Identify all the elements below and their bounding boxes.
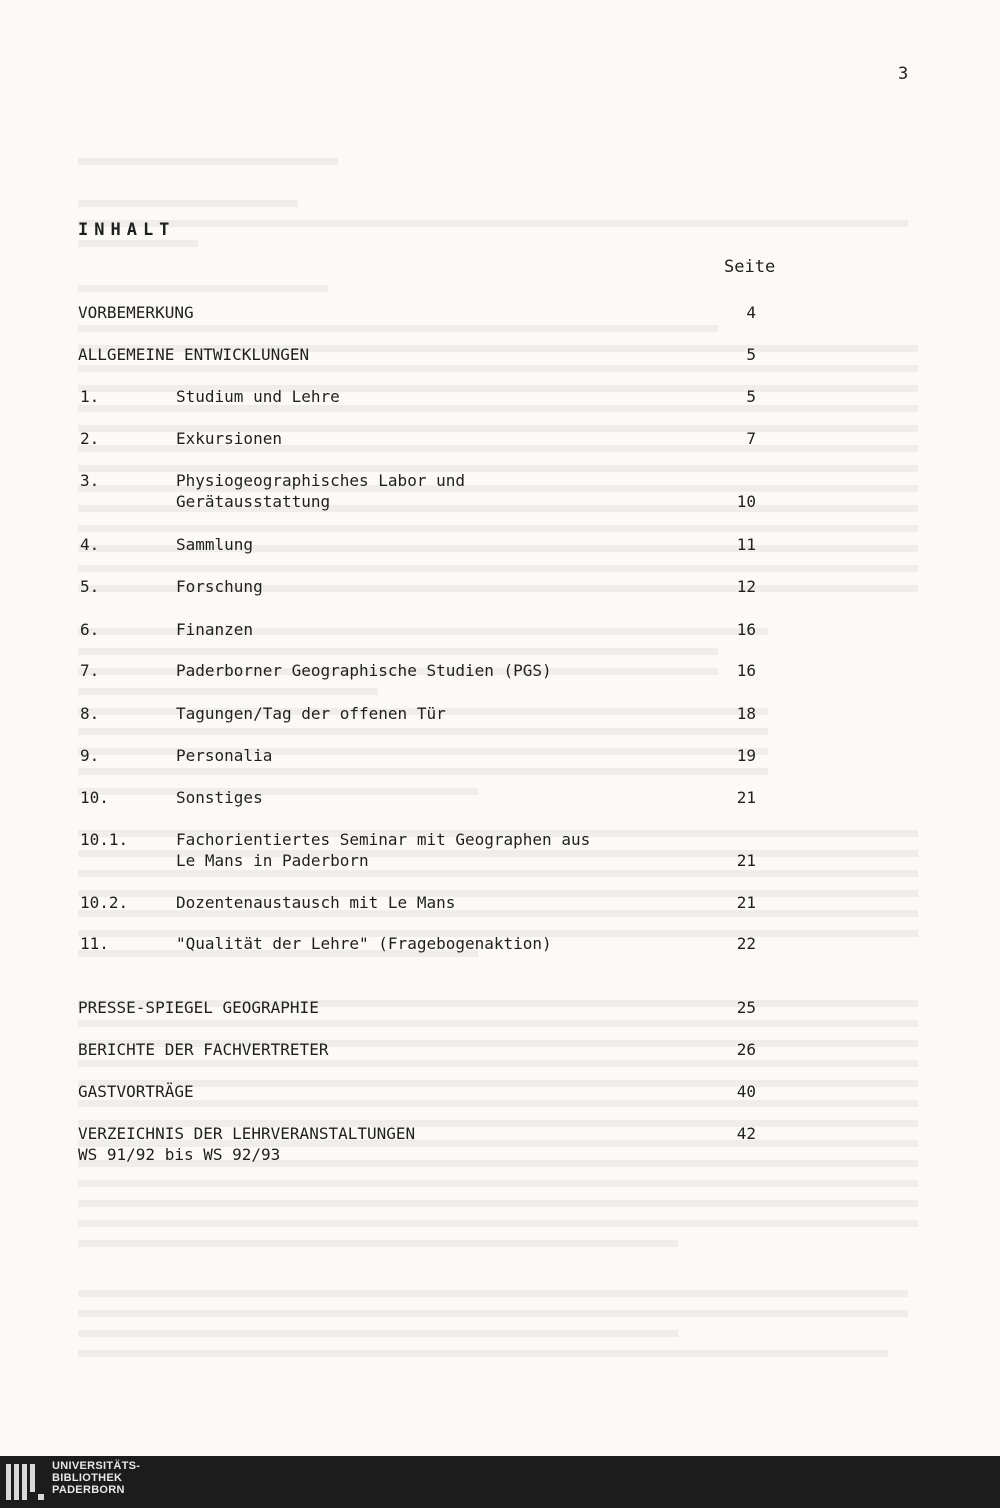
toc-entry-page: 19 [736, 746, 756, 765]
toc-entry-number: 5. [80, 577, 100, 596]
toc-entry-title: VORBEMERKUNG [78, 303, 194, 322]
toc-entry-title-line2: Gerätausstattung [176, 492, 331, 511]
toc-entry-title: PRESSE-SPIEGEL GEOGRAPHIE [78, 998, 319, 1017]
toc-entry-page: 18 [736, 704, 756, 723]
toc-entry-title: Sonstiges [176, 788, 263, 807]
toc-entry-title-line2: Le Mans in Paderborn [176, 851, 369, 870]
toc-entry-title: Dozentenaustausch mit Le Mans [176, 893, 456, 912]
page-column-label: Seite [724, 257, 776, 277]
toc-entry-page: 7 [746, 429, 756, 448]
toc-entry-number: 11. [80, 934, 109, 953]
toc-entry-page: 21 [736, 788, 756, 807]
toc-entry-title: Finanzen [176, 620, 254, 639]
toc-entry-page: 40 [736, 1082, 756, 1101]
toc-entry-title: ALLGEMEINE ENTWICKLUNGEN [78, 345, 310, 364]
toc-entry-page: 12 [736, 577, 756, 596]
toc-entry-number: 7. [80, 661, 100, 680]
toc-entry-number: 10.1. [80, 830, 129, 849]
toc-entry-page: 16 [736, 661, 756, 680]
toc-entry-title: Sammlung [176, 535, 254, 554]
toc-entry-page: 11 [736, 535, 756, 554]
toc-entry-number: 8. [80, 704, 100, 723]
toc-entry-title: VERZEICHNIS DER LEHRVERANSTALTUNGEN [78, 1124, 416, 1143]
toc-entry-page: 16 [736, 620, 756, 639]
toc-entry-number: 4. [80, 535, 100, 554]
library-name-line1: UNIVERSITÄTS- [52, 1460, 141, 1472]
toc-entry-page: 21 [736, 893, 756, 912]
toc-entry-page: 26 [736, 1040, 756, 1059]
library-name-line2: BIBLIOTHEK [52, 1472, 123, 1484]
toc-entry-page: 4 [746, 303, 756, 322]
toc-entry-number: 9. [80, 746, 100, 765]
library-name-line3: PADERBORN [52, 1484, 125, 1496]
toc-entry-page: 22 [736, 934, 756, 953]
toc-entry-page: 5 [746, 387, 756, 406]
toc-entry-title: Physiogeographisches Labor und [176, 471, 465, 490]
contents-heading: INHALT [78, 220, 176, 240]
page-number: 3 [898, 64, 909, 84]
toc-entry-title: "Qualität der Lehre" (Fragebogenaktion) [176, 934, 552, 953]
toc-entry-title: Exkursionen [176, 429, 282, 448]
toc-entry-title: Tagungen/Tag der offenen Tür [176, 704, 446, 723]
toc-entry-title: Forschung [176, 577, 263, 596]
toc-entry-page: 42 [736, 1124, 756, 1143]
toc-entry-title: BERICHTE DER FACHVERTRETER [78, 1040, 329, 1059]
university-library-logo-icon [6, 1464, 48, 1500]
toc-entry-title-line2: WS 91/92 bis WS 92/93 [78, 1145, 281, 1164]
toc-entry-title: Fachorientiertes Seminar mit Geographen aus [176, 830, 591, 849]
toc-entry-number: 2. [80, 429, 100, 448]
library-name [52, 1460, 140, 1496]
toc-entry-page: 5 [746, 345, 756, 364]
toc-entry-number: 10. [80, 788, 109, 807]
toc-entry-title: Studium und Lehre [176, 387, 340, 406]
toc-entry-number: 10.2. [80, 893, 129, 912]
toc-entry-title: Personalia [176, 746, 273, 765]
toc-entry-number: 3. [80, 471, 100, 490]
toc-entry-page: 25 [736, 998, 756, 1017]
toc-entry-title: GASTVORTRÄGE [78, 1082, 194, 1101]
library-footer-bar [0, 1456, 1000, 1508]
toc-entry-page: 10 [736, 492, 756, 511]
toc-entry-number: 6. [80, 620, 100, 639]
toc-entry-number: 1. [80, 387, 100, 406]
toc-entry-page: 21 [736, 851, 756, 870]
toc-entry-title: Paderborner Geographische Studien (PGS) [176, 661, 552, 680]
